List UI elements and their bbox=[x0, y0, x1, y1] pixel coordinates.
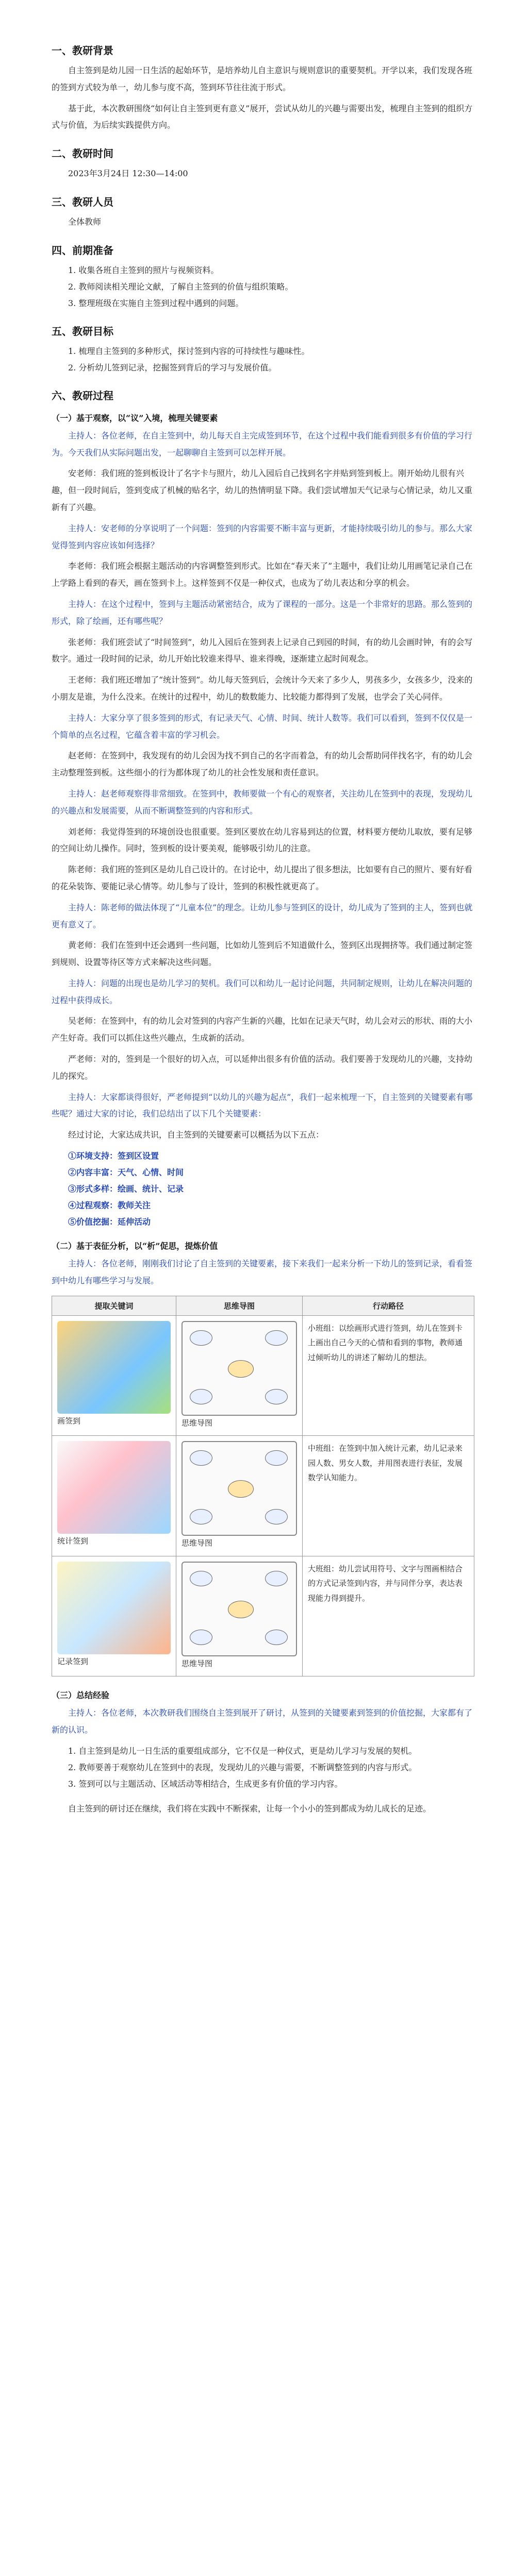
host-paragraph: 主持人：陈老师的做法体现了“儿童本位”的理念。让幼儿参与签到区的设计，幼儿成为了签到的主人，签到也就更有意义了。 bbox=[52, 902, 473, 929]
mind-map-label: 思维导图 bbox=[182, 1538, 213, 1548]
keyword-list bbox=[68, 1148, 474, 1230]
paragraph: 陈老师：我们班的签到区是幼儿自己设计的。在讨论中，幼儿提出了很多想法，比如要有自己的照片、要有好看的花朵装饰、要能记录心情等。幼儿参与了设计，签到的积极性就更高了。 bbox=[52, 865, 473, 891]
section-title-staff: 三、教研人员 bbox=[52, 195, 113, 208]
route-cell: 小班组：以绘画形式进行签到，幼儿在签到卡上画出自己今天的心情和看到的事物，教师通过倾听幼儿的讲述了解幼儿的想法。 bbox=[303, 1315, 474, 1436]
mind-node bbox=[228, 1601, 254, 1618]
host-paragraph: 主持人：大家都谈得很好，严老师提到“以幼儿的兴趣为起点”，我们一起来梳理一下，自主签到的关键要素有哪些呢？通过大家的讨论，我们总结出了以下几个关键要素： bbox=[52, 1092, 473, 1119]
mind-node bbox=[228, 1480, 254, 1498]
keyword-item: ④过程观察：教师关注 bbox=[68, 1200, 151, 1211]
child-drawing-image bbox=[57, 1562, 171, 1654]
list-item: 2. 教师要善于观察幼儿在签到中的表现，发现幼儿的兴趣与需要，不断调整签到的内容与形式。 bbox=[68, 1762, 417, 1772]
host-paragraph: 主持人：各位老师，本次教研我们围绕自主签到展开了研讨，从签到的关键要素到签到的价值挖掘，大家都有了新的认识。 bbox=[52, 1708, 473, 1735]
paragraph: 安老师：我们班的签到板设计了名字卡与照片，幼儿入园后自己找到名字并贴到签到板上。刚开始幼儿很有兴趣，但一段时间后，签到变成了机械的贴名字，幼儿的热情明显下降。我们尝试增加天气记录与心情记录，幼儿又重新有了兴趣。 bbox=[52, 468, 473, 512]
closing-paragraph: 自主签到的研讨还在继续，我们将在实践中不断探索，让每一个小小的签到都成为幼儿成长的足迹。 bbox=[68, 1803, 432, 1814]
table-row bbox=[52, 1436, 474, 1556]
step2-title: （二）基于表征分析，以“析”促思，提炼价值 bbox=[52, 1241, 218, 1251]
paragraph: 自主签到是幼儿园一日生活的起始环节，是培养幼儿自主意识与规则意识的重要契机。开学以来，我们发现各班的签到方式较为单一，幼儿参与度不高，签到环节往往流于形式。 bbox=[52, 65, 473, 92]
keyword-item: ①环境支持：签到区设置 bbox=[68, 1151, 159, 1161]
host-paragraph: 主持人：在这个过程中，签到与主题活动紧密结合，成为了课程的一部分。这是一个非常好的思路。那么签到的形式，除了绘画，还有哪些呢？ bbox=[52, 599, 473, 626]
list-item: 3. 整理班级在实施自主签到过程中遇到的问题。 bbox=[68, 298, 244, 308]
section-title-goal: 五、教研目标 bbox=[52, 325, 113, 337]
staff-value: 全体教师 bbox=[68, 216, 102, 227]
mind-node bbox=[190, 1630, 212, 1645]
summary-list bbox=[68, 1743, 474, 1792]
table-header: 行动路径 bbox=[303, 1296, 474, 1315]
mind-map-cell bbox=[176, 1556, 303, 1676]
mind-node bbox=[265, 1389, 288, 1404]
mind-map-cell bbox=[176, 1315, 303, 1436]
child-drawing-image bbox=[57, 1441, 171, 1534]
section-title-prep: 四、前期准备 bbox=[52, 244, 113, 257]
paragraph: 吴老师：在签到中，有的幼儿会对签到的内容产生新的兴趣，比如在记录天气时，幼儿会对云的形状、雨的大小产生好奇。我们可以抓住这些兴趣点，生成新的活动。 bbox=[52, 1016, 473, 1043]
keyword-label: 记录签到 bbox=[57, 1656, 89, 1666]
keyword-item: ⑤价值挖掘：延伸活动 bbox=[68, 1217, 151, 1227]
keyword-label: 画签到 bbox=[57, 1416, 81, 1426]
mind-node bbox=[265, 1571, 288, 1586]
paragraph: 基于此，本次教研围绕“如何让自主签到更有意义”展开，尝试从幼儿的兴趣与需要出发，梳理自主签到的组织方式与价值，为后续实践提供方向。 bbox=[52, 103, 473, 130]
table-header: 思维导图 bbox=[176, 1296, 303, 1315]
document-content bbox=[52, 31, 474, 1821]
route-cell: 大班组：幼儿尝试用符号、文字与图画相结合的方式记录签到内容，并与同伴分享，表达表现能力得到提升。 bbox=[303, 1556, 474, 1676]
keyword-item: ③形式多样：绘画、统计、记录 bbox=[68, 1184, 184, 1194]
keyword-label: 统计签到 bbox=[57, 1536, 89, 1546]
paragraph: 张老师：我们班尝试了“时间签到”，幼儿入园后在签到表上记录自己到园的时间，有的幼儿会画时钟，有的会写数字。通过一段时间的记录，幼儿开始比较谁来得早、谁来得晚，逐渐建立起时间观念。 bbox=[52, 637, 473, 664]
host-paragraph: 主持人：各位老师，在自主签到中，幼儿每天自主完成签到环节，在这个过程中我们能看到很多有价值的学习行为。今天我们从实际问题出发，一起聊聊自主签到可以怎样开展。 bbox=[52, 430, 473, 457]
mind-node bbox=[190, 1571, 212, 1586]
goal-list bbox=[68, 343, 474, 376]
mind-node bbox=[228, 1360, 254, 1378]
paragraph: 黄老师：我们在签到中还会遇到一些问题，比如幼儿签到后不知道做什么，签到区出现拥挤等。我们通过制定签到规则、设置等待区等方式来解决这些问题。 bbox=[52, 940, 473, 968]
list-item: 2. 教师阅读相关理论文献，了解自主签到的价值与组织策略。 bbox=[68, 281, 293, 292]
analysis-table bbox=[52, 1296, 474, 1677]
keyword-cell bbox=[52, 1315, 176, 1436]
section-title-process: 六、教研过程 bbox=[52, 389, 113, 402]
mind-node bbox=[265, 1330, 288, 1346]
mind-node bbox=[265, 1450, 288, 1466]
mind-node bbox=[190, 1389, 212, 1404]
paragraph: 严老师：对的，签到是一个很好的切入点，可以延伸出很多有价值的活动。我们要善于发现幼儿的兴趣，支持幼儿的探究。 bbox=[52, 1054, 473, 1081]
list-item: 2. 分析幼儿签到记录，挖掘签到背后的学习与发展价值。 bbox=[68, 362, 277, 372]
step1-title: （一）基于观察，以“议”入境，梳理关键要素 bbox=[52, 413, 218, 423]
mind-map-image bbox=[182, 1562, 297, 1656]
mind-map-label: 思维导图 bbox=[182, 1658, 213, 1668]
mind-node bbox=[190, 1509, 212, 1524]
host-paragraph: 主持人：赵老师观察得非常细致。在签到中，教师要做一个有心的观察者，关注幼儿在签到中的表现，发现幼儿的兴趣点和发展需要，从而不断调整签到的内容和形式。 bbox=[52, 788, 473, 816]
mind-map-label: 思维导图 bbox=[182, 1418, 213, 1428]
host-paragraph: 主持人：大家分享了很多签到的形式，有记录天气、心情、时间、统计人数等。我们可以看到，签到不仅仅是一个简单的点名过程，它蕴含着丰富的学习机会。 bbox=[52, 713, 473, 740]
route-cell: 中班组：在签到中加入统计元素，幼儿记录来园人数、男女人数，并用图表进行表征，发展数学认知能力。 bbox=[303, 1436, 474, 1556]
child-drawing-image bbox=[57, 1321, 171, 1414]
mind-map-image bbox=[182, 1441, 297, 1536]
host-paragraph: 主持人：安老师的分享说明了一个问题：签到的内容需要不断丰富与更新，才能持续吸引幼儿的参与。那么大家觉得签到内容应该如何选择？ bbox=[52, 523, 473, 550]
table-row bbox=[52, 1315, 474, 1436]
mind-node bbox=[190, 1450, 212, 1466]
list-item: 1. 收集各班自主签到的照片与视频资料。 bbox=[68, 265, 219, 275]
mind-map-image bbox=[182, 1321, 297, 1416]
table-row bbox=[52, 1556, 474, 1676]
mind-node bbox=[265, 1509, 288, 1524]
table-header: 提取关键词 bbox=[52, 1296, 176, 1315]
host-paragraph: 主持人：问题的出现也是幼儿学习的契机。我们可以和幼儿一起讨论问题，共同制定规则，让幼儿在解决问题的过程中获得成长。 bbox=[52, 978, 473, 1005]
mind-map-cell bbox=[176, 1436, 303, 1556]
paragraph: 王老师：我们班还增加了“统计签到”。幼儿每天签到后，会统计今天来了多少人，男孩多少，女孩多少，没来的小朋友是谁，为什么没来。在统计的过程中，幼儿的数数能力、比较能力都得到了发展，也学会了关心同伴。 bbox=[52, 675, 473, 702]
list-item: 1. 梳理自主签到的多种形式，探讨签到内容的可持续性与趣味性。 bbox=[68, 346, 310, 356]
step3-title: （三）总结经验 bbox=[52, 1690, 110, 1701]
keyword-item: ②内容丰富：天气、心情、时间 bbox=[68, 1167, 184, 1178]
paragraph: 刘老师：我觉得签到的环境创设也很重要。签到区要放在幼儿容易到达的位置，材料要方便幼儿取放，要有足够的空间让幼儿操作。同时，签到板的设计要美观，能够吸引幼儿的注意。 bbox=[52, 826, 473, 854]
keyword-cell bbox=[52, 1556, 176, 1676]
prep-list bbox=[68, 262, 474, 312]
keyword-cell bbox=[52, 1436, 176, 1556]
mind-node bbox=[265, 1630, 288, 1645]
section-title-background: 一、教研背景 bbox=[52, 44, 113, 57]
paragraph: 赵老师：在签到中，我发现有的幼儿会因为找不到自己的名字而着急，有的幼儿会帮助同伴找名字，有的幼儿会主动整理签到板。这些细小的行为都体现了幼儿的社会性发展和责任意识。 bbox=[52, 751, 473, 778]
paragraph: 经过讨论，大家达成共识，自主签到的关键要素可以概括为以下五点： bbox=[68, 1130, 324, 1140]
list-item: 1. 自主签到是幼儿一日生活的重要组成部分，它不仅是一种仪式，更是幼儿学习与发展的契机。 bbox=[68, 1745, 417, 1756]
host-paragraph: 主持人：各位老师，刚刚我们讨论了自主签到的关键要素，接下来我们一起来分析一下幼儿的签到记录，看看签到中幼儿有哪些学习与发展。 bbox=[52, 1259, 473, 1285]
list-item: 3. 签到可以与主题活动、区域活动等相结合，生成更多有价值的学习内容。 bbox=[68, 1778, 343, 1789]
paragraph: 李老师：我们班会根据主题活动的内容调整签到形式。比如在“春天来了”主题中，我们让幼儿用画笔记录自己在上学路上看到的春天，画在签到卡上。这样签到不仅是一种仪式，也成为了幼儿表达和分享的机会。 bbox=[52, 561, 473, 588]
time-value: 2023年3月24日 12:30—14:00 bbox=[68, 168, 188, 179]
mind-node bbox=[190, 1330, 212, 1346]
section-title-time: 二、教研时间 bbox=[52, 147, 113, 160]
